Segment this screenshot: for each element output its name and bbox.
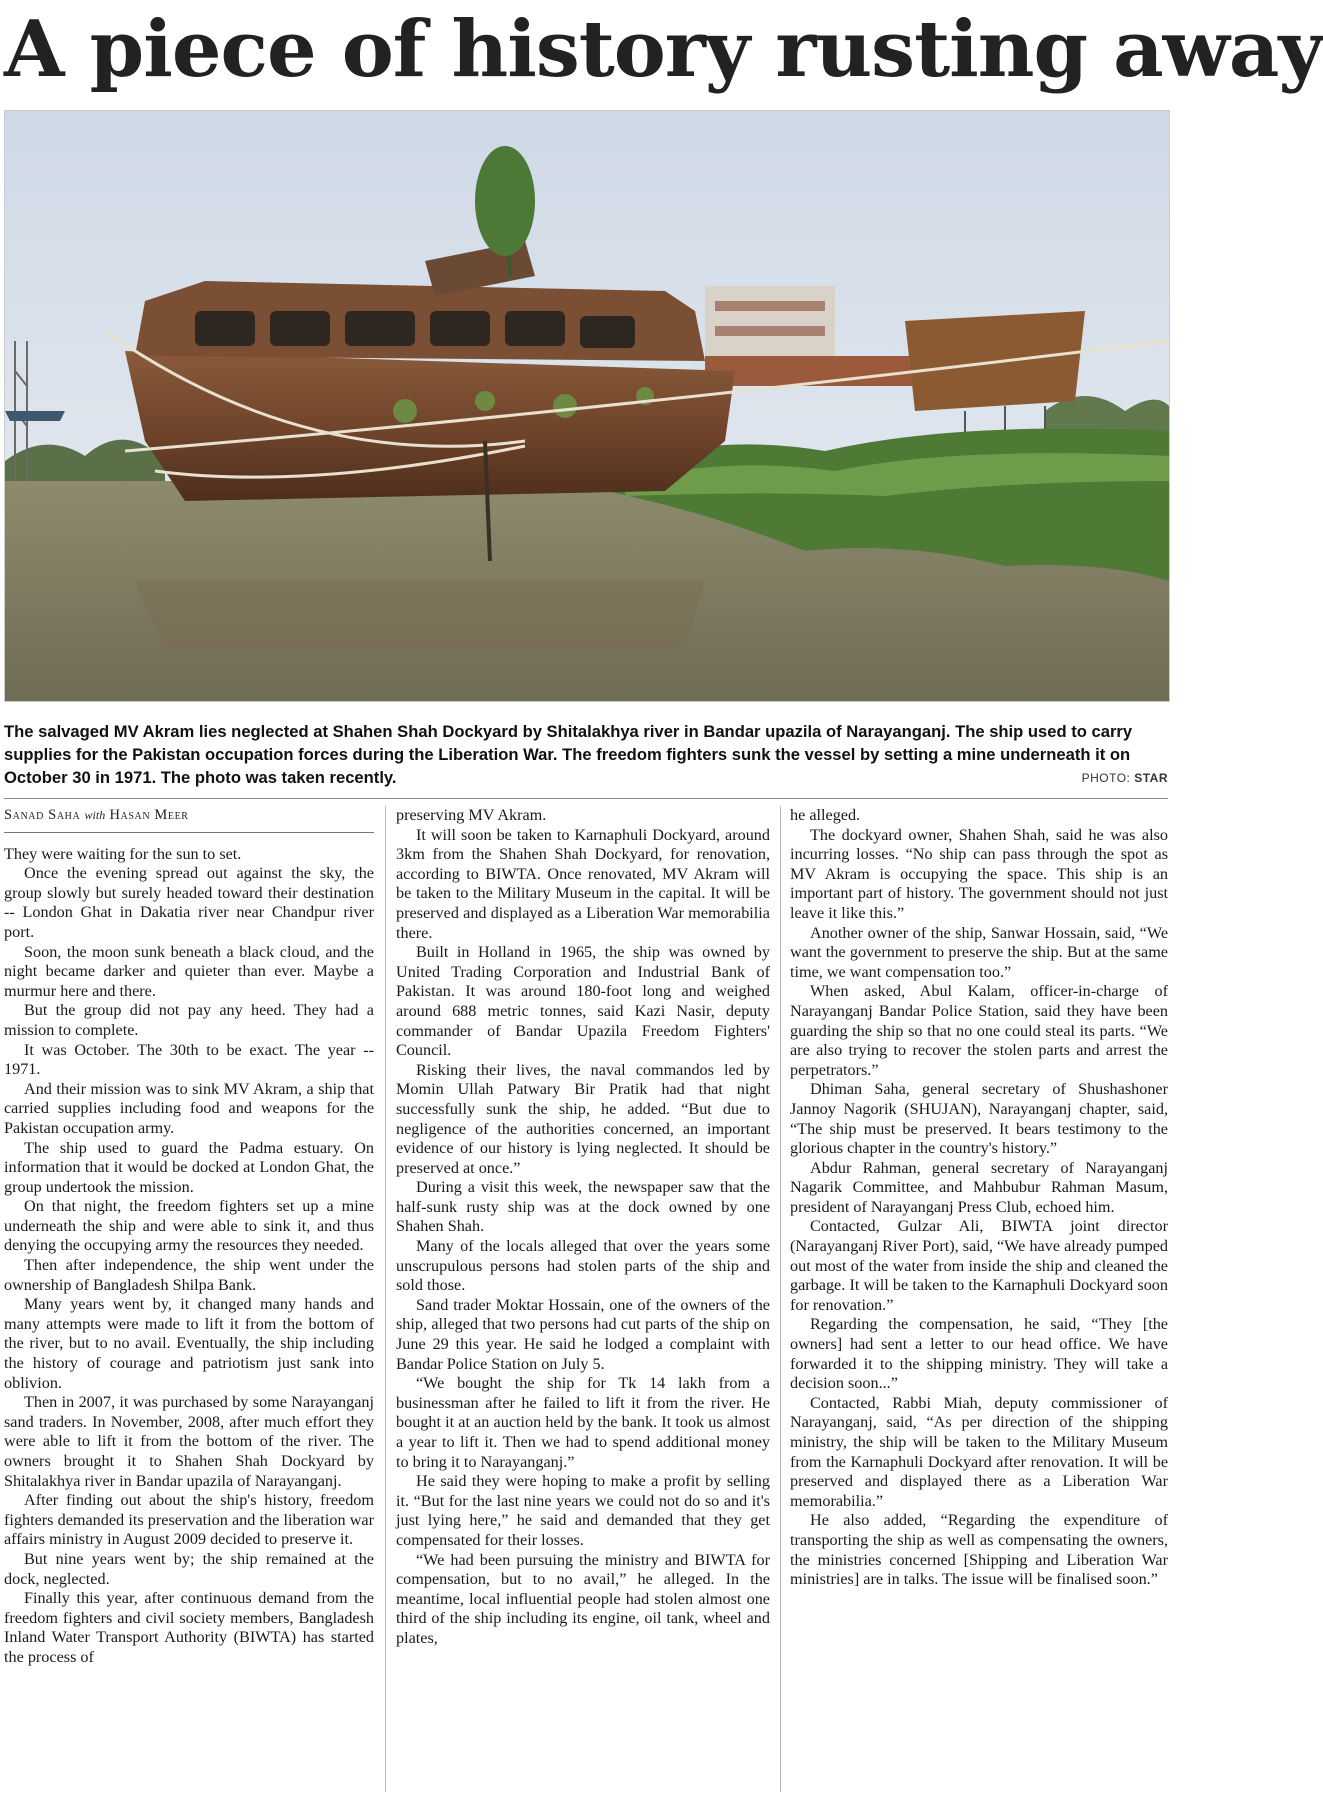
- ship-photo-illustration: [5, 111, 1169, 701]
- column-divider: [385, 806, 386, 1792]
- paragraph: he alleged.: [790, 806, 861, 824]
- rusted-ship-photo: [4, 110, 1170, 702]
- article-column-1: [4, 806, 374, 1792]
- paragraph: “We bought the ship for Tk 14 lakh from a businessman after he failed to lift it from the river. He bought it at an auction held by the bank. It took us almost a year to lift it. Then we had to spend additional money to bring it to Narayanganj.”: [396, 1374, 770, 1471]
- paragraph: During a visit this week, the newspaper saw that the half-sunk rusty ship was at the dock owned by one Shahen Shah.: [396, 1178, 770, 1236]
- paragraph: Contacted, Gulzar Ali, BIWTA joint director (Narayanganj River Port), said, “We have already pumped out most of the water from inside the ship and cleaned the garbage. It will be taken to the Karnaphuli Dockyard soon for renovation.”: [790, 1217, 1168, 1314]
- paragraph: But nine years went by; the ship remained at the dock, neglected.: [4, 1549, 374, 1588]
- paragraph: preserving MV Akram.: [396, 806, 547, 824]
- article-column-3: [790, 806, 1168, 1792]
- paragraph: Finally this year, after continuous demand from the freedom fighters and civil society members, Bangladesh Inland Water Transport Authority (BIWTA) has started the process of: [4, 1589, 374, 1666]
- headline: A piece of history rusting away: [4, 4, 1323, 95]
- paragraph: On that night, the freedom fighters set up a mine underneath the ship and were able to sink it, and thus denying the occupying army the resources they needed.: [4, 1197, 374, 1255]
- paragraph: When asked, Abul Kalam, officer-in-charge of Narayanganj Bandar Police Station, said they have been guarding the ship so that no one could steal its parts. “We are also trying to recover the stolen parts and arrest the perpetrators.”: [790, 982, 1168, 1079]
- paragraph: Many of the locals alleged that over the years some unscrupulous persons had stolen parts of the ship and sold those.: [396, 1237, 770, 1295]
- caption-divider: [4, 798, 1168, 799]
- photo-credit-source: STAR: [1134, 771, 1168, 785]
- paragraph: “We had been pursuing the ministry and BIWTA for compensation, but to no avail,” he alleged. In the meantime, local influential people had stolen almost one third of the ship including its engine, oil tank, wheel and plates,: [396, 1550, 770, 1647]
- byline: [4, 806, 374, 833]
- article-column-2: [396, 806, 770, 1792]
- paragraph: Sand trader Moktar Hossain, one of the owners of the ship, alleged that two persons had cut parts of the ship on June 29 this year. He said he lodged a complaint with Bandar Police Station on July 5.: [396, 1295, 770, 1373]
- paragraph: Built in Holland in 1965, the ship was owned by United Trading Corporation and Industrial Bank of Pakistan. It was around 180-foot long and weighed around 688 metric tonnes, said Kazi Nasir, deputy commander of Bandar Upazila Freedom Fighters' Council.: [396, 943, 770, 1060]
- paragraph: The dockyard owner, Shahen Shah, said he was also incurring losses. “No ship can pass through the spot as MV Akram is occupying the space. This ship is an important part of history. The government should not just leave it like this.”: [790, 825, 1168, 922]
- paragraph: Then in 2007, it was purchased by some Narayanganj sand traders. In November, 2008, after much effort they were able to lift it from the bottom of the river. The owners brought it to Shahen Shah Dockyard by Shitalakhya river in Bandar upazila of Narayanganj.: [4, 1393, 374, 1490]
- paragraph: He also added, “Regarding the expenditure of transporting the ship as well as compensating the owners, the ministries concerned [Shipping and Liberation War ministries] are in talks. The issue will be finalised soon.”: [790, 1511, 1168, 1589]
- photo-caption: The salvaged MV Akram lies neglected at Shahen Shah Dockyard by Shitalakhya river in Bandar upazila of Narayanganj. The ship used to carry supplies for the Pakistan occupation forces during the Liberation War. The freedom fighters sunk the vessel by setting a mine underneath it on October 30 in 1971. The photo was taken recently.: [4, 722, 1133, 787]
- photo-credit-label: PHOTO:: [1081, 771, 1131, 785]
- paragraph: They were waiting for the sun to set.: [4, 844, 242, 863]
- paragraph: Another owner of the ship, Sanwar Hossain, said, “We want the government to preserve the ship. But at the same time, we want compensation too.”: [790, 923, 1168, 981]
- paragraph: Abdur Rahman, general secretary of Narayanganj Nagarik Committee, and Mahbubur Rahman Masum, president of Narayanganj Press Club, echoed him.: [790, 1158, 1168, 1216]
- paragraph: He said they were hoping to make a profit by selling it. “But for the last nine years we could not do so and it's just lying here,” he said and demanded that they get compensated for their losses.: [396, 1472, 770, 1549]
- paragraph: But the group did not pay any heed. They had a mission to complete.: [4, 1001, 374, 1039]
- paragraph: The ship used to guard the Padma estuary. On information that it would be docked at London Ghat, the group undertook the mission.: [4, 1138, 374, 1196]
- byline-coauthor: Hasan Meer: [109, 807, 189, 823]
- paragraph: Contacted, Rabbi Miah, deputy commissioner of Narayanganj, said, “As per direction of the shipping ministry, the ship will be taken to the Military Museum from the Karnaphuli Dockyard after renovation. It will be preserved and displayed there as a Liberation War memorabilia.”: [790, 1393, 1168, 1510]
- column-divider: [780, 806, 781, 1792]
- paragraph: After finding out about the ship's history, freedom fighters demanded its preservation and the liberation war affairs ministry in August 2009 decided to preserve it.: [4, 1491, 374, 1549]
- paragraph: It was October. The 30th to be exact. The year -- 1971.: [4, 1040, 374, 1079]
- byline-with: with: [84, 808, 106, 822]
- paragraph: Soon, the moon sunk beneath a black cloud, and the night became darker and quieter than ever. Maybe a murmur here and there.: [4, 942, 374, 1000]
- paragraph: Then after independence, the ship went under the ownership of Bangladesh Shilpa Bank.: [4, 1256, 374, 1294]
- paragraph: Once the evening spread out against the sky, the group slowly but surely headed toward their destination -- London Ghat in Dakatia river near Chandpur river port.: [4, 864, 374, 941]
- photo-credit: [1074, 771, 1168, 785]
- paragraph: Many years went by, it changed many hands and many attempts were made to lift it from the bottom of the river, but to no avail. Eventually, the ship including the history of courage and patriotism just sank into oblivion.: [4, 1295, 374, 1392]
- byline-author: Sanad Saha: [4, 807, 81, 823]
- paragraph: Dhiman Saha, general secretary of Shushashoner Jannoy Nagorik (SHUJAN), Narayanganj chapter, said, “The ship must be preserved. It bears testimony to the glorious chapter in the country's history.”: [790, 1080, 1168, 1158]
- paragraph: Regarding the compensation, he said, “They [the owners] had sent a letter to our head office. We have forwarded it to the shipping ministry. They will take a decision soon...”: [790, 1315, 1168, 1393]
- paragraph: Risking their lives, the naval commandos led by Momin Ullah Patwary Bir Pratik had that night successfully sunk the ship, he added. “But due to negligence of the authorities concerned, an important evidence of our history is lying neglected. It should be preserved at once.”: [396, 1060, 770, 1177]
- paragraph: It will soon be taken to Karnaphuli Dockyard, around 3km from the Shahen Shah Dockyard, for renovation, according to BIWTA. Once renovated, MV Akram will be taken to the Military Museum in the capital. It will be preserved and displayed as a Liberation War memorabilia there.: [396, 825, 770, 942]
- paragraph: And their mission was to sink MV Akram, a ship that carried supplies including food and weapons for the Pakistan occupation army.: [4, 1079, 374, 1137]
